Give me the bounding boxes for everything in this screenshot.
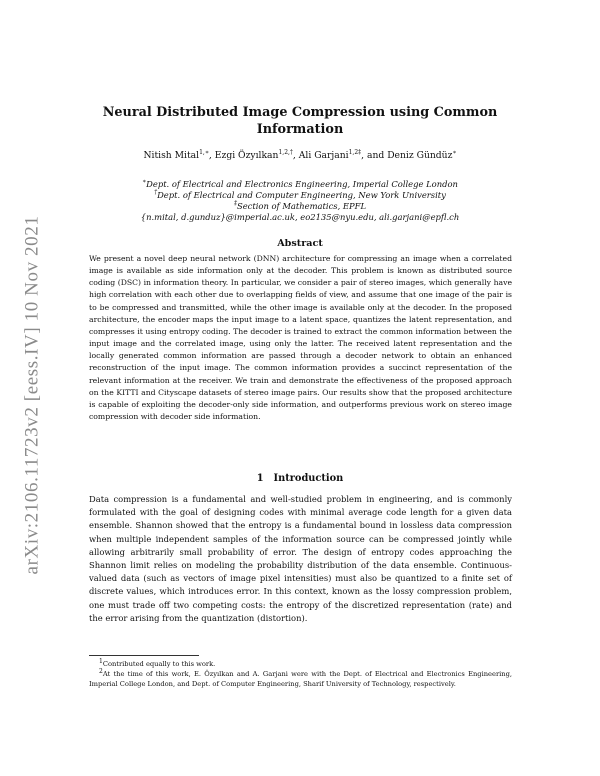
footnote-divider <box>89 655 199 656</box>
section-title: Introduction <box>273 473 344 484</box>
author-list <box>80 150 520 162</box>
affiliation: ‡Section of Mathematics, EPFL <box>233 200 367 211</box>
affiliation: †Dept. of Electrical and Computer Engineering, New York University <box>154 189 446 200</box>
section-number: 1 <box>256 473 264 484</box>
affiliation: ∗Dept. of Electrical and Electronics Engineering, Imperial College London <box>142 178 458 189</box>
author: Nitish Mital$^{1,∗}$, <box>143 148 215 161</box>
author-emails: {n.mital, d.gunduz}@imperial.ac.uk, eo2135@nyu.edu, ali.garjani@epfl.ch <box>140 212 460 222</box>
section-heading <box>90 473 510 484</box>
footnotes <box>89 659 512 690</box>
footnote: $^2$At the time of this work, E. Özyılkan and A. Garjani were with the Dept. of Electrical and Electronics Engineering, Imperial College London, and Dept. of Computer Engineering, Sharif University of Technology, respectively. <box>89 667 512 689</box>
arxiv-identifier-stamp <box>18 170 46 620</box>
author: Deniz Gündüz∗ <box>387 148 457 161</box>
author: Ezgi Özyılkan$^{1,2,\dagger}$, <box>214 148 299 161</box>
abstract-text: We present a novel deep neural network (DNN) architecture for compressing an image when a correlated image is available as side information only at the decoder. This problem is known as distributed source coding (DSC) in information theory. In particular, we consider a pair of stereo images, which generally have high correlation with each other due to overlapping fields of view, and assume that one image of the pair is to be compressed and transmitted, while the other image is available only at the decoder. In the proposed architecture, the encoder maps the input image to a latent space, quantizes the latent representation, and compresses it using entropy coding. The decoder is trained to extract the common information between the input image and the correlated image, using only the latter. The received latent representation and the locally generated common information are passed through a decoder network to obtain an enhanced reconstruction of the input image. The common information provides a succinct representation of the relevant information at the receiver. We train and demonstrate the effectiveness of the proposed approach on the KITTI and Cityscape datasets of stereo image pairs. Our results show that the proposed architecture is capable of exploiting the decoder-only side information, and outperforms previous work on stereo image compression with decoder side information. <box>89 254 512 422</box>
footnote: $^1$Contributed equally to this work. <box>99 657 216 668</box>
author: Ali Garjani$^{1,2\ddagger}$, and <box>298 148 388 161</box>
affiliations-block <box>80 179 520 223</box>
arxiv-identifier-text: arXiv:2106.11723v2 [eess.IV] 10 Nov 2021 <box>21 215 43 575</box>
abstract-heading: Abstract <box>277 238 323 249</box>
paper-title: Neural Distributed Image Compression using Common Information <box>102 105 498 137</box>
introduction-paragraph: Data compression is a fundamental and well-studied problem in engineering, and is commonly formulated with the goal of designing codes with minimal average code length for a given data ensemble. Shannon showed that the entropy is a fundamental bound in lossless data compression when multiple independent samples of the information source can be compressed jointly while allowing arbitrarily small probability of error. The design of entropy codes approaching the Shannon limit relies on modeling the probability distribution of the data ensemble. Continuous-valued data (such as vectors of image pixel intensities) must also be quantized to a finite set of discrete values, which introduces error. In this context, known as the lossy compression problem, one must trade off two competing costs: the entropy of the discretized representation (rate) and the error arising from the quantization (distortion). <box>89 494 512 623</box>
